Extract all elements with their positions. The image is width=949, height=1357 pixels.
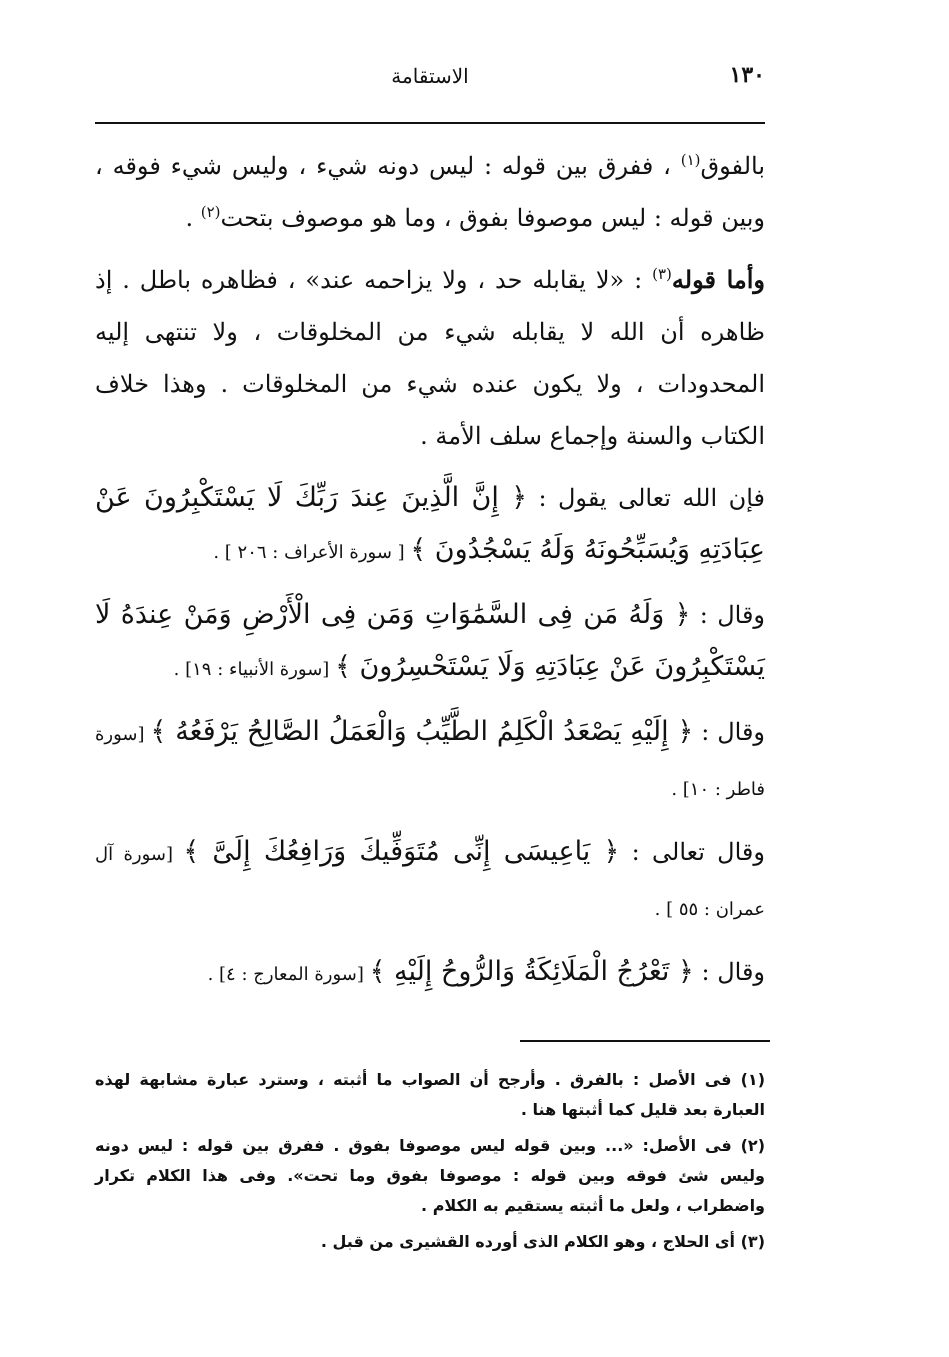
quran-verse-1: ﴿ إِنَّ الَّذِينَ عِندَ رَبِّكَ لَا يَسْتَكْبِرُونَ عَنْ عِبَادَتِهِ وَيُسَبِّحُونَهُ وَلَهُ يَسْجُدُونَ ﴾ — [95, 482, 765, 565]
p1-text-a: بالفوق — [700, 152, 765, 180]
footnote-rule — [520, 1040, 770, 1042]
paragraph-5 — [95, 706, 765, 816]
footnote-ref-2: (٢) — [200, 203, 221, 221]
page-number: ١٣٠ — [729, 62, 765, 88]
quran-verse-3: ﴿ إِلَيْهِ يَصْعَدُ الْكَلِمُ الطَّيِّبُ وَالْعَمَلُ الصَّالِحُ يَرْفَعُهُ ﴾ — [150, 716, 694, 747]
p2-text: : «لا يقابله حد ، ولا يزاحمه عند» ، فظاهره باطل . إذ ظاهره أن الله لا يقابله شيء من المخلوقات ، ولا تنتهى إليه المحدودات ، ولا يكون عنده شيء من المخلوقات . وهذا خلاف الكتاب والسنة وإجماع سلف الأمة . — [95, 266, 765, 450]
footnote-3: (٣) أى الحلاج ، وهو الكلام الذى أورده القشيرى من قبل . — [320, 1232, 765, 1251]
verse-ref-2: [سورة الأنبياء : ١٩] . — [173, 659, 336, 680]
p1-text-b: ، ففرق بين قوله : ليس دونه شيء ، وليس شيء فوقه ، وبين قوله : ليس موصوفا بفوق ، وما هو موصوف بتحت — [95, 152, 765, 232]
p3-intro: فإن الله تعالى يقول : — [527, 484, 765, 512]
verse-ref-1: [ سورة الأعراف : ٢٠٦ ] . — [213, 542, 411, 563]
footnote-2: (٢) فى الأصل: «... وبين قوله ليس موصوفا بفوق . ففرق بين قوله : ليس دونه وليس شئ فوقه وبين قوله : موصوفا بفوق وما تحت». وفى هذا الكلام تكرار واضطراب ، ولعل ما أثبته يستقيم به الكلام . — [95, 1136, 765, 1215]
verse-ref-3: [سورة فاطر : ١٠] . — [95, 724, 765, 800]
footnote-1: (١) فى الأصل : بالفرق . وأرجح أن الصواب ما أثبته ، وسترد عبارة مشابهة لهذه العبارة بعد قليل كما أثبتها هنا . — [95, 1070, 765, 1119]
paragraph-2 — [95, 254, 765, 462]
p1-text-c: . — [185, 204, 201, 232]
p6-intro: وقال تعالى : — [619, 838, 765, 866]
page-header — [95, 52, 765, 102]
header-rule — [95, 122, 765, 124]
paragraph-4 — [95, 589, 765, 696]
paragraph-1 — [95, 140, 765, 244]
paragraph-3 — [95, 472, 765, 579]
p4-intro: وقال : — [690, 601, 766, 629]
paragraph-6 — [95, 826, 765, 936]
running-title: الاستقامة — [391, 64, 469, 88]
p7-intro: وقال : — [693, 958, 765, 986]
quran-verse-2: ﴿ وَلَهُ مَن فِى السَّمَٰوَاتِ وَمَن فِى الْأَرْضِ وَمَنْ عِندَهُ لَا يَسْتَكْبِرُونَ عَنْ عِبَادَتِهِ وَلَا يَسْتَحْسِرُونَ ﴾ — [95, 599, 765, 682]
p2-lead: وأما قوله — [671, 265, 766, 294]
footnote-ref-3: (٣) — [652, 265, 672, 283]
verse-ref-4: [سورة آل عمران : ٥٥ ] . — [95, 844, 765, 920]
footnotes — [95, 1065, 765, 1263]
paragraph-7 — [95, 946, 765, 1001]
quran-verse-4: ﴿ يَاعِيسَى إِنِّى مُتَوَفِّيكَ وَرَافِعُكَ إِلَىَّ ﴾ — [183, 836, 620, 867]
p5-intro: وقال : — [693, 718, 766, 746]
verse-ref-5: [سورة المعارج : ٤] . — [207, 964, 370, 985]
footnote-ref-1: (١) — [680, 151, 701, 169]
main-text — [95, 140, 765, 1011]
quran-verse-5: ﴿ تَعْرُجُ الْمَلَائِكَةُ وَالرُّوحُ إِلَيْهِ ﴾ — [369, 956, 694, 987]
